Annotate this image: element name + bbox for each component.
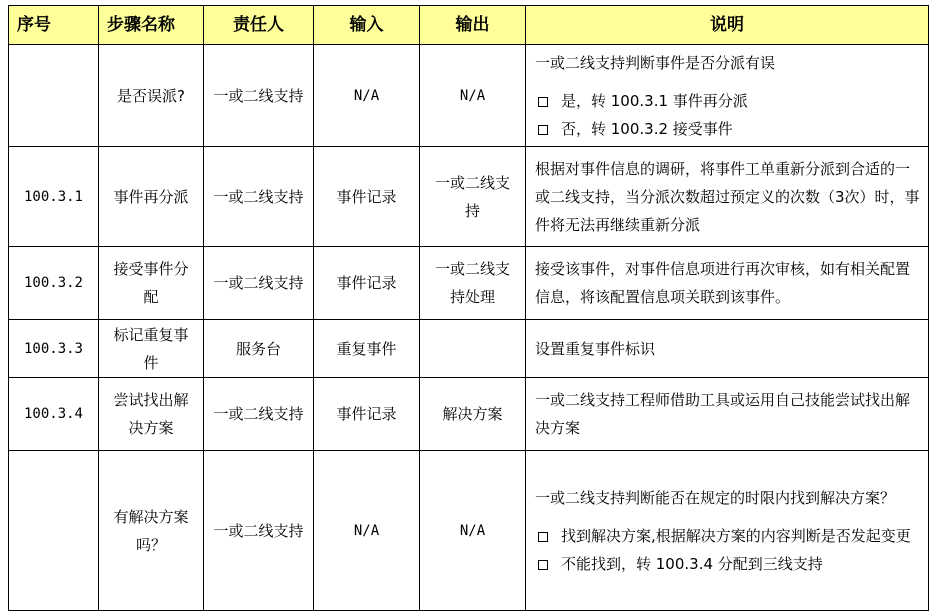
output-cell: N/A [420, 451, 526, 611]
bullet-text: 否，转 100.3.2 接受事件 [561, 119, 733, 138]
table-row [9, 320, 929, 378]
checkbox-bullet-icon [538, 125, 548, 135]
seq-cell [9, 451, 99, 611]
bullet-item [535, 115, 920, 143]
output-cell: N/A [420, 45, 526, 147]
checkbox-bullet-icon [538, 97, 548, 107]
input-cell: 重复事件 [314, 320, 420, 378]
table-row [9, 451, 929, 611]
table-row [9, 247, 929, 320]
step-name-cell: 是否误派? [99, 45, 204, 147]
description-cell [526, 451, 929, 611]
table-row [9, 45, 929, 147]
description-cell: 接受该事件，对事件信息项进行再次审核，如有相关配置信息，将该配置信息项关联到该事件。 [526, 247, 929, 320]
header-row [9, 6, 929, 45]
step-name-cell: 有解决方案吗？ [99, 451, 204, 611]
checkbox-bullet-icon [538, 532, 548, 542]
output-cell [420, 320, 526, 378]
input-cell: N/A [314, 45, 420, 147]
owner-cell: 一或二线支持 [204, 45, 314, 147]
header-description: 说明 [526, 6, 929, 45]
description-cell: 根据对事件信息的调研，将事件工单重新分派到合适的一或二线支持，当分派次数超过预定义的次数（3次）时，事件将无法再继续重新分派 [526, 147, 929, 247]
bullet-text: 是，转 100.3.1 事件再分派 [561, 91, 748, 110]
step-name-cell: 标记重复事件 [99, 320, 204, 378]
bullet-item [535, 87, 920, 115]
seq-cell: 100.3.1 [9, 147, 99, 247]
step-name-cell: 接受事件分配 [99, 247, 204, 320]
description-text: 一或二线支持判断事件是否分派有误 [535, 53, 776, 72]
owner-cell: 一或二线支持 [204, 247, 314, 320]
header-seq: 序号 [9, 6, 99, 45]
bullet-item [535, 550, 920, 578]
owner-cell: 一或二线支持 [204, 451, 314, 611]
checkbox-bullet-icon [538, 560, 548, 570]
bullet-text: 找到解决方案,根据解决方案的内容判断是否发起变更 [561, 526, 911, 545]
bullet-item [535, 522, 920, 550]
bullet-text: 不能找到，转 100.3.4 分配到三线支持 [561, 554, 823, 573]
description-cell [526, 45, 929, 147]
table-row [9, 378, 929, 451]
step-name-cell: 尝试找出解决方案 [99, 378, 204, 451]
description-text: 一或二线支持判断能否在规定的时限内找到解决方案？ [535, 488, 896, 507]
output-cell: 一或二线支持 [420, 147, 526, 247]
header-step-name: 步骤名称 [99, 6, 204, 45]
input-cell: 事件记录 [314, 247, 420, 320]
seq-cell: 100.3.3 [9, 320, 99, 378]
seq-cell [9, 45, 99, 147]
description-cell: 设置重复事件标识 [526, 320, 929, 378]
input-cell: 事件记录 [314, 147, 420, 247]
header-owner: 责任人 [204, 6, 314, 45]
seq-cell: 100.3.4 [9, 378, 99, 451]
header-input: 输入 [314, 6, 420, 45]
owner-cell: 一或二线支持 [204, 378, 314, 451]
table-row [9, 147, 929, 247]
seq-cell: 100.3.2 [9, 247, 99, 320]
step-name-cell: 事件再分派 [99, 147, 204, 247]
input-cell: N/A [314, 451, 420, 611]
description-cell: 一或二线支持工程师借助工具或运用自己技能尝试找出解决方案 [526, 378, 929, 451]
output-cell: 解决方案 [420, 378, 526, 451]
output-cell: 一或二线支持处理 [420, 247, 526, 320]
input-cell: 事件记录 [314, 378, 420, 451]
header-output: 输出 [420, 6, 526, 45]
process-steps-table [8, 5, 929, 611]
owner-cell: 一或二线支持 [204, 147, 314, 247]
owner-cell: 服务台 [204, 320, 314, 378]
